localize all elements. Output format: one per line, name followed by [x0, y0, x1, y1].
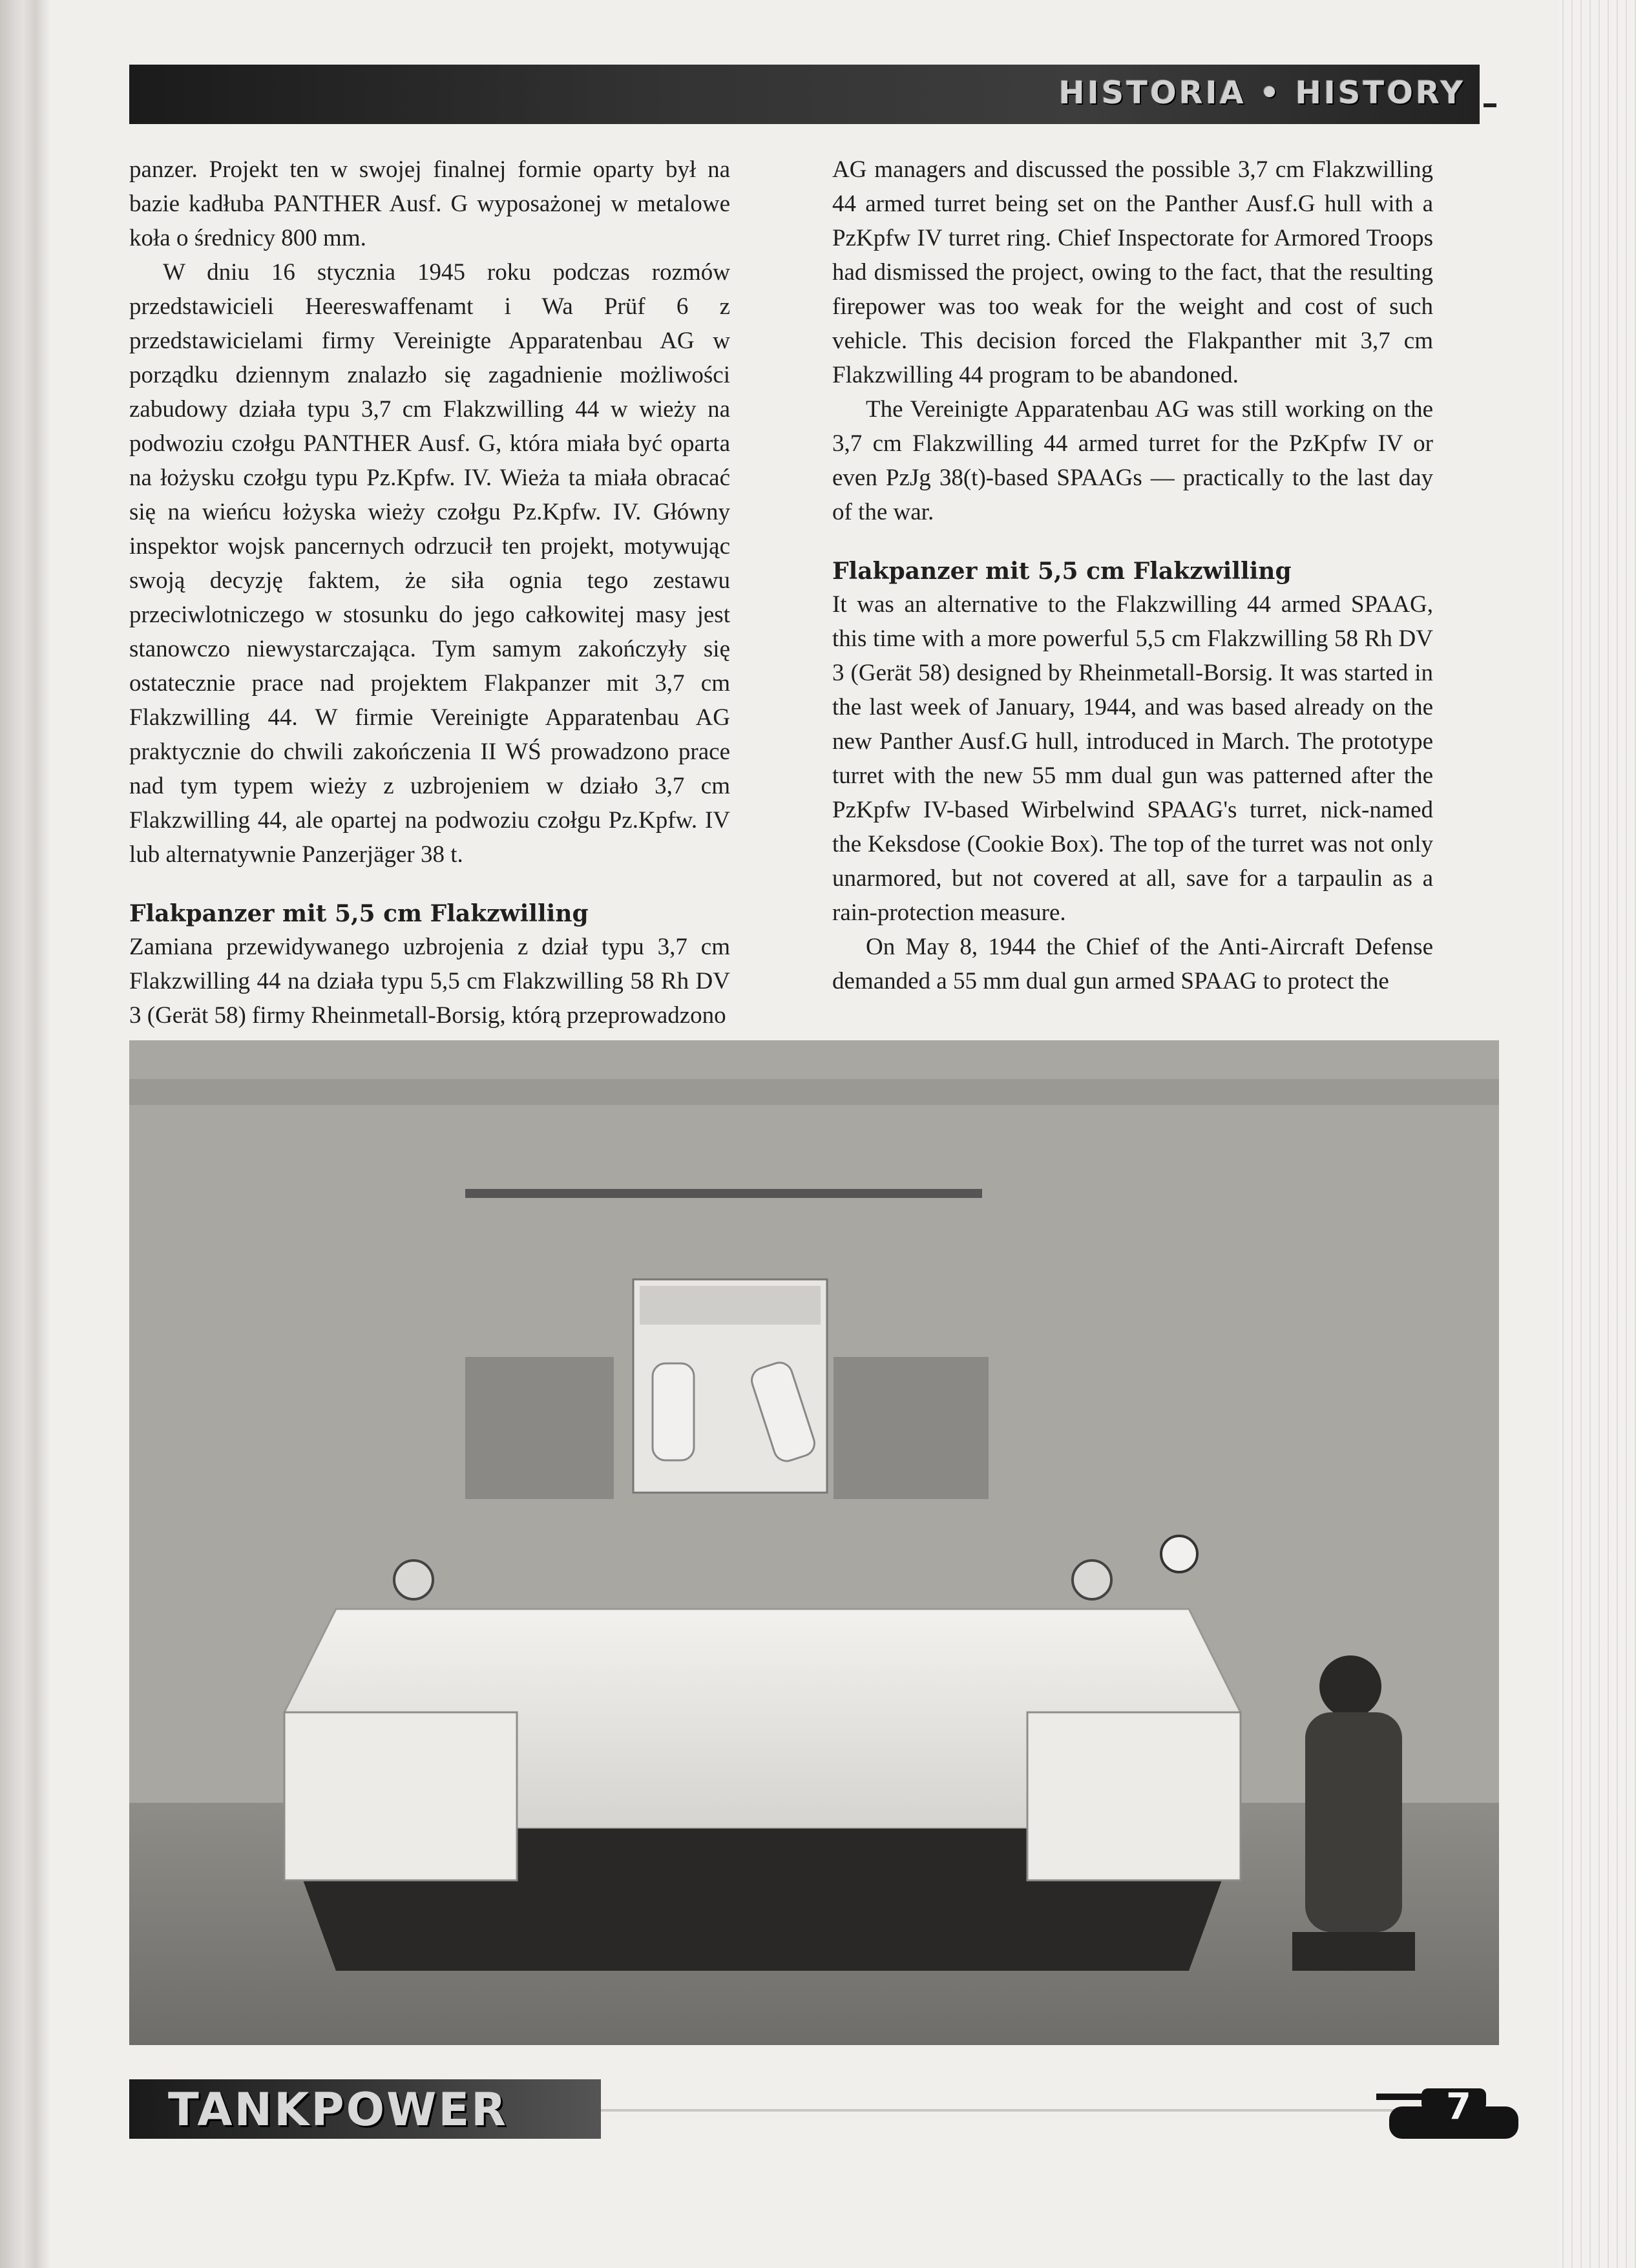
page-edge-stack	[1558, 0, 1636, 2268]
magazine-logo: TANKPOWER	[168, 2083, 509, 2136]
left-paragraph-2: W dniu 16 stycznia 1945 roku podczas rozmów przedstawicieli Heereswaffenamt i Wa Prüf 6 z przedstawicielami firmy Vereinigte Apparatenbau AG w porządku dziennym znalazło się zagadnienie możliwości zabudowy działa typu 3,7 cm Flakzwilling 44 w wieży na podwoziu czołgu PANTHER Ausf. G, która miała być oparta na łożysku czołgu typu Pz.Kpfw. IV. Wieża ta miała obracać się na wieńcu łożyska wieży czołgu Pz.Kpfw. IV. Główny inspektor wojsk pancernych odrzucił ten projekt, motywując swoją decyzję faktem, że siła ognia tego zestawu przeciwlotniczego w stosunku do jego całkowitej masy jest stanowczo niewystarczająca. Tym samym zakończyły się ostatecznie prace nad projektem Flakpanzer mit 3,7 cm Flakzwilling 44. W firmie Vereinigte Apparatenbau AG praktycznie do chwili zakończenia II WŚ prowadzono prace nad tym typem wieży z uzbrojeniem w działo 3,7 cm Flakzwilling 44, ale opartej na podwoziu czołgu Pz.Kpfw. IV lub alternatywnie Panzerjäger 38 t.	[129, 259, 730, 868]
page-spine-shadow	[0, 0, 50, 2268]
header-tick-mark	[1484, 103, 1496, 107]
right-paragraph-4: On May 8, 1944 the Chief of the Anti-Aircraft Defense demanded a 55 mm dual gun armed SPAAG to protect the	[832, 934, 1433, 994]
left-section-heading: Flakpanzer mit 5,5 cm Flakzwilling	[129, 900, 589, 927]
left-text-column	[129, 152, 730, 1033]
left-paragraph-3: Zamiana przewidywanego uzbrojenia z dział typu 3,7 cm Flakzwilling 44 na działa typu 5,5 cm Flakzwilling 58 Rh DV 3 (Gerät 58) firmy Rheinmetall-Borsig, którą przeprowadzono	[129, 934, 730, 1029]
page-number: 7	[1446, 2086, 1471, 2128]
flakpanzer-photo-illustration	[129, 1040, 1499, 2045]
section-title: HISTORIA • HISTORY	[1058, 75, 1465, 111]
right-section-heading: Flakpanzer mit 5,5 cm Flakzwilling	[832, 558, 1292, 585]
right-text-column	[832, 152, 1433, 998]
right-paragraph-1: AG managers and discussed the possible 3,7 cm Flakzwilling 44 armed turret being set on the Panther Ausf.G hull with a PzKpfw IV turret ring. Chief Inspectorate for Armored Troops had dismissed the project, owing to the fact, that the resulting firepower was too weak for the weight and cost of such vehicle. This decision forced the Flakpanther mit 3,7 cm Flakzwilling 44 program to be abandoned.	[832, 156, 1433, 388]
tank-photo	[129, 1040, 1499, 2045]
right-paragraph-2: The Vereinigte Apparatenbau AG was still working on the 3,7 cm Flakzwilling 44 armed turret for the PzKpfw IV or even PzJg 38(t)-based SPAAGs — practically to the last day of the war.	[832, 396, 1433, 525]
section-header-bar	[129, 65, 1480, 124]
footer-bar	[129, 2079, 601, 2139]
left-paragraph-1: panzer. Projekt ten w swojej finalnej formie oparty był na bazie kadłuba PANTHER Ausf. G wyposażonej w metalowe koła o średnicy 800 mm.	[129, 156, 730, 251]
right-paragraph-3: It was an alternative to the Flakzwilling 44 armed SPAAG, this time with a more powerful 5,5 cm Flakzwilling 58 Rh DV 3 (Gerät 58) designed by Rheinmetall-Borsig. It was started in the last week of January, 1944, and was based already on the new Panther Ausf.G hull, introduced in March. The prototype turret with the new 55 mm dual gun was patterned after the PzKpfw IV-based Wirbelwind SPAAG's turret, nick-named the Keksdose (Cookie Box). The top of the turret was not only unarmored, but not covered at all, save for a tarpaulin as a rain-protection measure.	[832, 591, 1433, 926]
footer-rule	[601, 2109, 1441, 2112]
